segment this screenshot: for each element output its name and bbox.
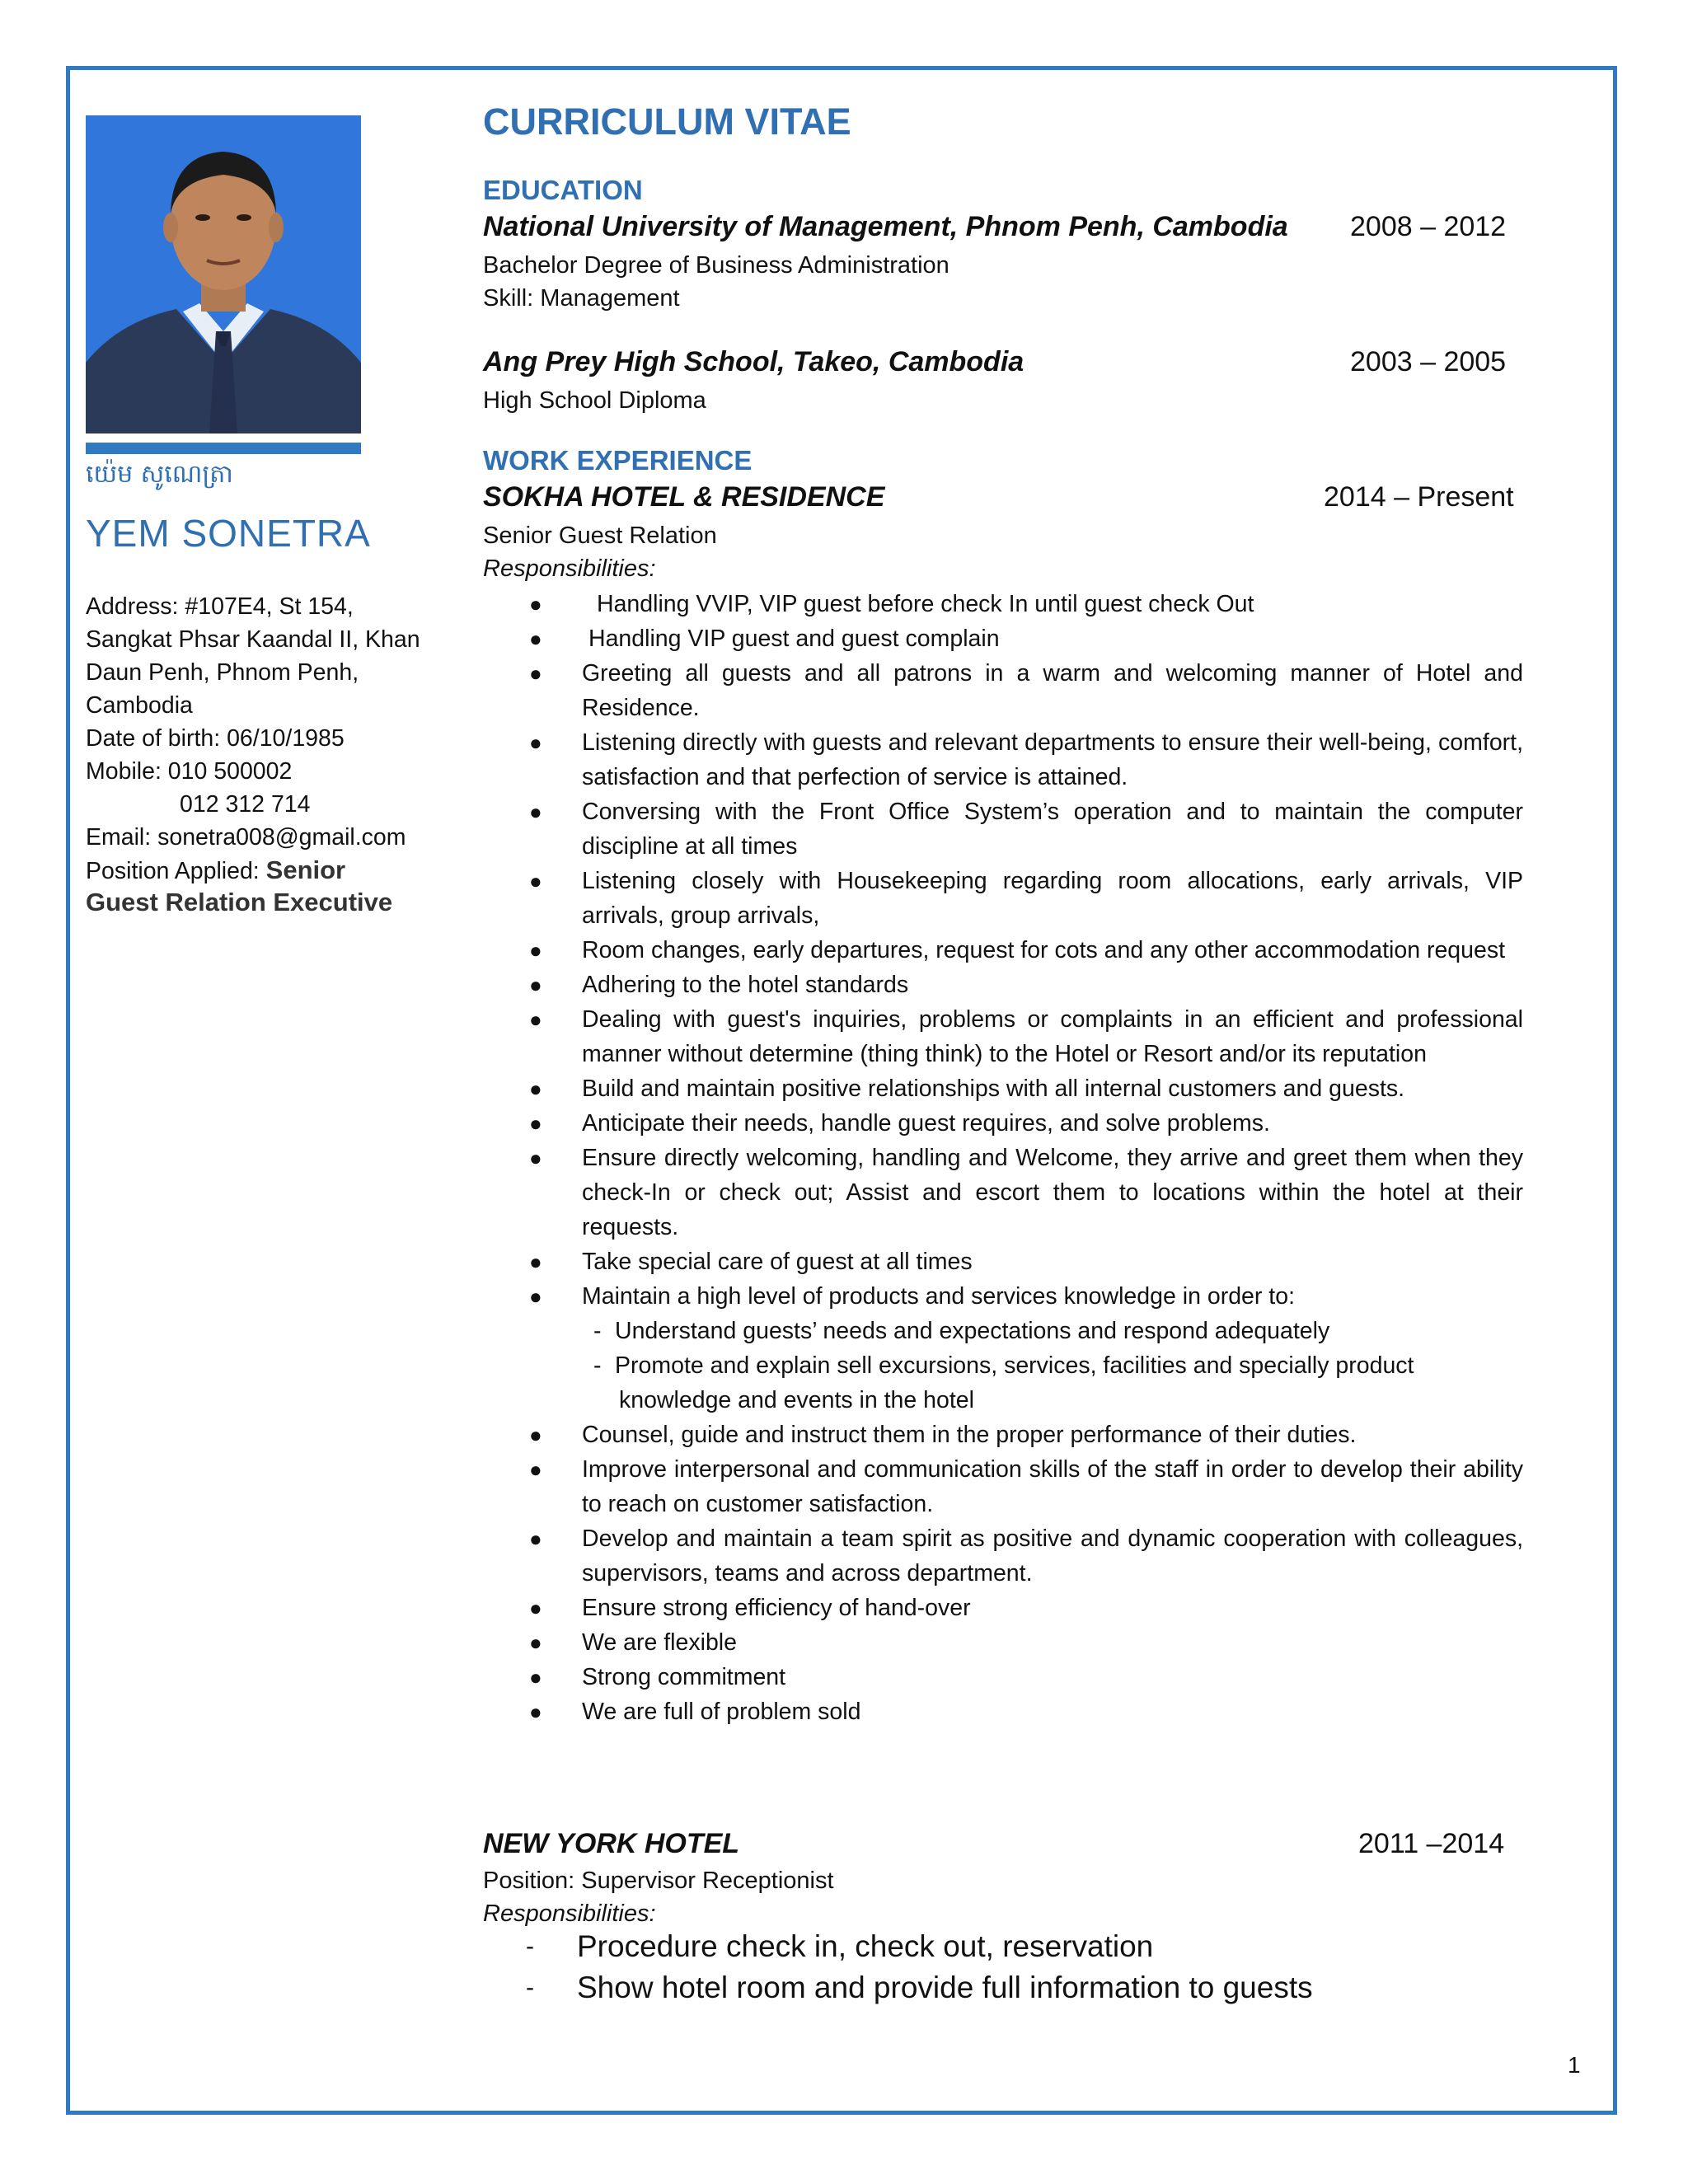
education-years: 2003 – 2005 [1350, 346, 1507, 377]
position-value: Senior [265, 855, 346, 884]
list-item: ● Handling VVIP, VIP guest before check In until guest check Out [529, 591, 1254, 617]
address-line: Daun Penh, Phnom Penh, [86, 659, 359, 686]
mobile-1: Mobile: 010 500002 [86, 758, 293, 785]
list-item: ● Build and maintain positive relationships with all internal customers and guests. [529, 1076, 1405, 1102]
list-item: ● Room changes, early departures, request for cots and any other accommodation request [529, 937, 1506, 963]
list-item: - Show hotel room and provide full information to guests [526, 1971, 1313, 2004]
list-item: ● Adhering to the hotel standards [529, 972, 909, 998]
profile-photo [86, 115, 361, 434]
position-applied [86, 854, 448, 888]
list-item: ● We are full of problem sold [529, 1699, 861, 1725]
list-item: ● Ensure strong efficiency of hand-over [529, 1595, 971, 1621]
position-label: Position Applied: [86, 858, 260, 884]
address-line: Cambodia [86, 692, 193, 719]
responsibilities-list [483, 1926, 1472, 2008]
education-detail: Skill: Management [483, 285, 680, 312]
address-line: Address: #107E4, St 154, [86, 593, 354, 620]
address-line: Sangkat Phsar Kaandal II, Khan [86, 626, 420, 653]
list-item: ● Counsel, guide and instruct them in the proper performance of their duties. [529, 1422, 1357, 1448]
position-value-cont: Guest Relation Executive [86, 888, 393, 916]
job-position: Senior Guest Relation [483, 523, 717, 549]
khmer-name: យ៉េម សូណេត្រា [86, 460, 233, 489]
sub-list-item: - Understand guests’ needs and expectations and respond adequately [593, 1318, 1330, 1344]
page-number: 1 [1568, 2052, 1581, 2078]
list-item: ● Dealing with guest's inquiries, problems or complaints in an efficient and professional manner without determine (thing think) to the Hotel or Resort and/or its reputation [529, 1006, 1523, 1067]
job-position: Position: Supervisor Receptionist [483, 1868, 834, 1894]
employment-years: 2011 –2014 [1358, 1828, 1505, 1859]
email: Email: sonetra008@gmail.com [86, 824, 406, 851]
education-institution: Ang Prey High School, Takeo, Cambodia [483, 346, 1025, 377]
list-item: ● Strong commitment [529, 1664, 786, 1690]
list-item: ● Anticipate their needs, handle guest requires, and solve problems. [529, 1110, 1270, 1137]
employer-name: SOKHA HOTEL & RESIDENCE [483, 481, 885, 513]
employment-years: 2014 – Present [1324, 481, 1514, 513]
sub-list-item: - Promote and explain sell excursions, services, facilities and specially product [593, 1352, 1414, 1379]
responsibilities-label: Responsibilities: [483, 555, 656, 582]
list-item: ● Ensure directly welcoming, handling and Welcome, they arrive and greet them when they check-In or check out; Assist and escort them to locations within the hotel at their requests. [529, 1145, 1523, 1240]
education-years: 2008 – 2012 [1350, 211, 1507, 242]
list-item: ● Develop and maintain a team spirit as positive and dynamic cooperation with colleagues, supervisors, teams and across department. [529, 1526, 1523, 1586]
responsibilities-label: Responsibilities: [483, 1900, 656, 1927]
education-institution: National University of Management, Phnom Penh, Cambodia [483, 211, 1288, 242]
list-item: ● Conversing with the Front Office System’s operation and to maintain the computer discipline at all times [529, 799, 1523, 860]
list-item: ● Handling VIP guest and guest complain [529, 626, 1000, 652]
list-item: ● Listening directly with guests and relevant departments to ensure their well-being, comfort, satisfaction and that perfection of service is attained. [529, 729, 1523, 790]
education-detail: Bachelor Degree of Business Administration [483, 252, 950, 279]
sub-list-item-cont: knowledge and events in the hotel [619, 1387, 974, 1413]
list-item: ● Greeting all guests and all patrons in a warm and welcoming manner of Hotel and Residence. [529, 660, 1523, 721]
contact-info [86, 590, 448, 917]
education-heading: EDUCATION [483, 175, 643, 205]
photo-underline-bar [86, 443, 361, 454]
list-item: ● We are flexible [529, 1629, 737, 1656]
list-item: ● Listening closely with Housekeeping regarding room allocations, early arrivals, VIP arrivals, group arrivals, [529, 868, 1523, 929]
mobile-2: 012 312 714 [180, 791, 311, 818]
list-item: - Procedure check in, check out, reservation [526, 1929, 1154, 1963]
list-item: ● Improve interpersonal and communication skills of the staff in order to develop their ability to reach on customer satisfaction. [529, 1456, 1523, 1517]
employer-name: NEW YORK HOTEL [483, 1828, 740, 1859]
responsibilities-list [483, 587, 1523, 1729]
page-title: CURRICULUM VITAE [483, 101, 851, 143]
work-experience-heading: WORK EXPERIENCE [483, 445, 753, 476]
list-item: ● Maintain a high level of products and services knowledge in order to: [529, 1283, 1295, 1310]
education-detail: High School Diploma [483, 387, 706, 414]
date-of-birth: Date of birth: 06/10/1985 [86, 725, 345, 752]
candidate-name: YEM SONETRA [86, 512, 371, 555]
list-item: ● Take special care of guest at all times [529, 1249, 973, 1275]
